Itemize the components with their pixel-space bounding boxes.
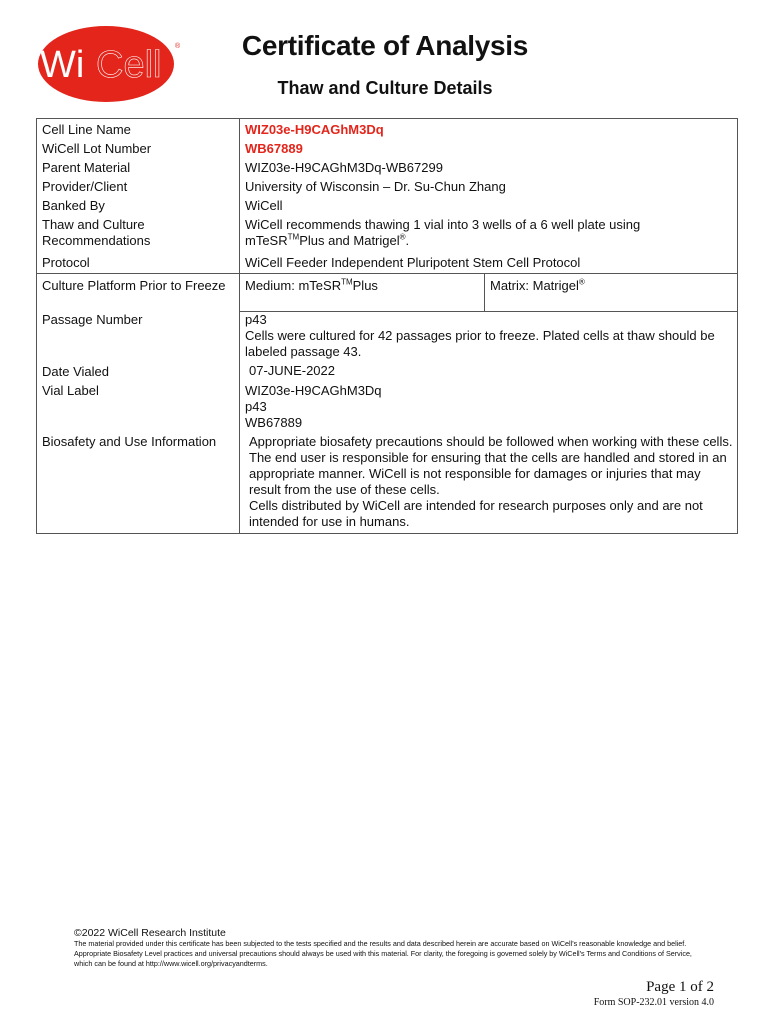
row-vial-label — [37, 382, 738, 433]
thaw-line1: WiCell recommends thawing 1 vial into 3 wells of a 6 well plate using — [245, 217, 641, 232]
row-protocol — [37, 251, 738, 274]
row-passage — [37, 312, 738, 362]
row-biosafety — [37, 433, 738, 534]
logo-text-wi: Wi — [40, 44, 85, 86]
label-lot: WiCell Lot Number — [37, 140, 240, 159]
wicell-logo — [36, 24, 186, 104]
value-biosafety — [240, 433, 738, 534]
label-thaw: Thaw and Culture Recommendations — [37, 216, 240, 251]
value-passage — [240, 312, 738, 362]
culture-medium-suffix: Plus — [352, 278, 378, 293]
details-table — [36, 118, 738, 534]
thaw-medium-suffix: Plus and Matrigel — [299, 233, 400, 248]
footer-copyright: ©2022 WiCell Research Institute — [74, 927, 226, 939]
row-parent — [37, 159, 738, 178]
culture-matrix-reg: ® — [578, 277, 585, 287]
value-parent: WIZ03e-H9CAGhM3Dq-WB67299 — [240, 159, 738, 178]
culture-platform-grid — [240, 274, 737, 312]
passage-value: p43 — [245, 312, 267, 327]
culture-medium-label: Medium: mTeSR — [245, 278, 342, 293]
label-culture-platform: Culture Platform Prior to Freeze — [37, 274, 240, 313]
value-banked: WiCell — [240, 197, 738, 216]
label-date: Date Vialed — [37, 362, 240, 382]
value-culture-platform — [240, 274, 738, 313]
form-version: Form SOP-232.01 version 4.0 — [593, 997, 714, 1008]
culture-medium-cell — [240, 274, 485, 312]
value-protocol: WiCell Feeder Independent Pluripotent Stem Cell Protocol — [240, 251, 738, 274]
value-lot: WB67889 — [240, 140, 738, 159]
value-cell-line: WIZ03e-H9CAGhM3Dq — [240, 119, 738, 141]
page-subtitle: Thaw and Culture Details — [277, 78, 493, 98]
label-parent: Parent Material — [37, 159, 240, 178]
culture-medium-tm: TM — [341, 277, 353, 287]
row-banked — [37, 197, 738, 216]
label-cell-line: Cell Line Name — [37, 119, 240, 141]
value-thaw — [240, 216, 738, 251]
row-lot — [37, 140, 738, 159]
value-vial-label — [240, 382, 738, 433]
culture-matrix-label: Matrix: Matrigel — [490, 278, 579, 293]
thaw-reg: ® — [399, 232, 406, 242]
row-cell-line — [37, 119, 738, 141]
page-title: Certificate of Analysis — [241, 30, 529, 61]
value-date: 07-JUNE-2022 — [240, 362, 738, 382]
culture-matrix-cell — [485, 274, 738, 312]
label-biosafety: Biosafety and Use Information — [37, 433, 240, 534]
label-passage: Passage Number — [37, 312, 240, 362]
biosafety-para1: Appropriate biosafety precautions should be followed when working with these cells. The end user is responsible for ensuring that the cells are handled and stored in an appropriate manner. WiCell is not responsible for damages or injuries that may result from the use of these cells. — [249, 434, 733, 497]
page-number: Page 1 of 2 — [646, 979, 714, 995]
vial-line3: WB67889 — [245, 415, 303, 430]
footer-disclaimer: The material provided under this certificate has been subjected to the tests specified and the results and data described herein are accurate based on WiCell's reasonable knowledge and belief. Appropriate Biosafety Level practices and universal precautions should always be used with this material. For clarity, the foregoing is governed solely by WiCell's Terms and Conditions of Service, which can be found at http://www.wicell.org/privacyandterms. — [74, 939, 692, 968]
biosafety-para2: Cells distributed by WiCell are intended for research purposes only and are not intended for use in humans. — [249, 498, 703, 529]
label-provider: Provider/Client — [37, 178, 240, 197]
vial-line1: WIZ03e-H9CAGhM3Dq — [245, 383, 382, 398]
label-protocol: Protocol — [37, 251, 240, 274]
thaw-medium: mTeSR — [245, 233, 288, 248]
vial-line2: p43 — [245, 399, 267, 414]
row-provider — [37, 178, 738, 197]
value-provider: University of Wisconsin – Dr. Su-Chun Zhang — [240, 178, 738, 197]
logo-registered-mark: ® — [175, 43, 181, 50]
row-date — [37, 362, 738, 382]
passage-note: Cells were cultured for 42 passages prior to freeze. Plated cells at thaw should be labeled passage 43. — [245, 328, 715, 359]
thaw-tm: TM — [287, 232, 300, 242]
label-vial-label: Vial Label — [37, 382, 240, 433]
row-culture-platform — [37, 274, 738, 313]
row-thaw — [37, 216, 738, 251]
thaw-end: . — [405, 233, 410, 248]
logo-text-cell: Cell — [96, 44, 162, 86]
label-banked: Banked By — [37, 197, 240, 216]
